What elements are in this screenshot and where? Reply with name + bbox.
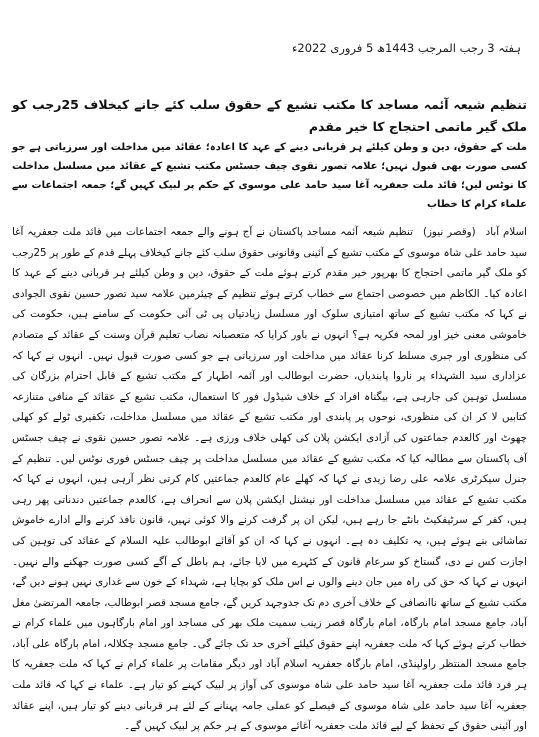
headline-main: تنظیم شیعہ آئمہ مساجد کا مکتب تشیع کے حقوق سلب کئے جانے کیخلاف 25رجب کو ملک گیر ماتمی احتجاج کا خیر مقدم <box>12 97 527 134</box>
news-headline <box>12 94 527 214</box>
issue-dateline: ہفتہ 3 رجب المرجب 1443ھ 5 فروری 2022ء <box>291 41 521 55</box>
article-text: تنظیم شیعہ آئمہ مساجد پاکستان نے آج ہونے والے جمعہ اجتماعات میں قائد ملت جعفریہ آغا سید حامد علی شاہ موسوی کے مکتب تشیع کے آئینی وقانونی حقوق سلب کئے جانے کیخلاف پہلے قدم کے طور پر 25رجب کو ملک گیر ماتمی احتجاج کا بھرپور خیر مقدم کرتے ہوئے ملت کے حقوق، دین و وطن کیلئے ہر قربانی دینے کے عہد کا اعادہ کیا۔ الکاظم میں خصوصی اجتماع سے خطاب کرتے ہوئے تنظیم کے چیئرمین علامہ سید تصور حسین نقوی الجوادی نے کہا کہ مکتب تشیع کے ساتھ امتیازی سلوک اور مسلسل زیادتیاں پی ٹی آئی حکومت کے سامنے ہیں، حکومت کی خاموشی معنی خیز اور لمحہ فکریہ ہے؟ انہوں نے باور کرایا کہ متعصبانہ نصاب تعلیم قرآن وسنت کے عقائد کے متصادم کی منظوری اور جبری مسلط کرنا عقائد میں مداخلت اور سرزیاتی ہے جو کسی صورت قبول نہیں۔ انہوں نے کہا کہ عزاداری سید الشہداء پر ناروا پابندیاں، حضرت ابوطالب اور آئمہ اطہار کے مکتب تشیع کے قابل احترام بزرگان کی مسلسل توہین کی جارہی ہے، بیگناہ افراد کے خلاف شیڈول فور کا استعمال، مکتب تشیع کے عقائد کے منافی متنازعہ کتابیں لا کر ان کی منظوری، نوحوں پر پابندی اور مکتب تشیع کے عقائد میں مسلسل مداخلت، تکفیری ٹولے کو کھلی چھوٹ اور کالعدم جماعتوں کی آزادی ایکشن پلان کی کھلی خلاف ورزی ہے۔ علامہ تصور حسین نقوی نے چیف جسٹس آف پاکستان سے مطالبہ کیا کہ مکتب تشیع کے عقائد میں مسلسل مداخلت پر چیف جسٹس فوری نوٹس لیں۔ تنظیم کے جنرل سیکرٹری علامہ علی رضا زیدی نے کہا کہ کھلے عام کالعدم جماعتیں کام کرتی نظر آرہی ہیں، انہوں نے کہا کہ مکتب تشیع کے عقائد میں مسلسل مداخلت اور نیشنل ایکشن پلان سے انحراف ہے، کالعدم جماعتیں دندناتی پھر رہی ہیں، کفر کے سرٹیفکیٹ بانٹے جا رہے ہیں، لیکن ان پر گرفت کرنے والا کوئی نہیں، قانون نافذ کرنے والے ادارے خاموش تماشائی بنے ہوئے ہیں، یہ تکلیف دہ ہے۔ انہوں نے کہا کہ ان کو آقائے ابوطالب علیہ السلام کے عقائد کی توہین کی اجازت کس نے دی، گستاخ کو سرعام قانون کے کٹہرے میں لایا جائے، ہم باطل کے آگے کسی صورت جھکنے والے نہیں۔ انہوں نے کہا کہ حق کی راہ میں جان دینے والوں نے اس ملک کو بچایا ہے، شہداء کے خون سے غداری نہیں ہونے دیں گے، مکتب تشیع کے ساتھ ناانصافی کے خلاف آخری دم تک جدوجہد کریں گے، جامع مسجد قصر ابوطالب، جامعہ المرتضیٰ مغل آباد، جامع مسجد امام بارگاہ، امام بارگاہ قصر زینب سمیت ملک بھر کی مساجد اور امام بارگاہوں میں علماء کرام نے خطاب کرتے ہوئے کہا کہ ملت جعفریہ اپنے حقوق کیلئے آخری حد تک جائے گی۔ جامع مسجد چکلالہ، امام بارگاہ علی آباد، جامع مسجد المنتظر راولپنڈی، امام بارگاہ جعفریہ اسلام آباد اور دیگر مقامات پر علماء کرام نے کہا کہ ملت جعفریہ کا ہر فرد قائد ملت جعفریہ آغا سید حامد علی شاہ موسوی کی آواز پر لبیک کہنے کو تیار ہے۔ علماء نے کہا کہ قائد ملت جعفریہ آغا سید حامد علی شاہ موسوی کے فیصلے کو عملی جامہ پہنانے کے لئے ہر قربانی دینے کو تیار ہیں، اپنے عقائد اور آئینی حقوق کے تحفظ کے لیے قائد ملت جعفریہ آغائے موسوی کے ہر حکم پر لبیک کہیں گے۔ <box>12 226 527 733</box>
article-place: اسلام آباد <box>485 226 527 238</box>
article-body <box>12 222 527 737</box>
headline-subheading: ملت کے حقوق، دین و وطن کیلئے ہر قربانی دینے کے عہد کا اعادہ؛ عقائد میں مداخلت اور سرزیاتی ہے جو کسی صورت بھی قبول نہیں؛ علامہ تصور نقوی چیف جسٹس مکتب تشیع کے عقائد میں مسلسل مداخلت کا نوٹس لیں؛ قائد ملت جعفریہ آغا سید حامد علی موسوی کے حکم پر لبیک کہیں گے؛ جمعہ اجتماعات سے علماء کرام کا خطاب <box>12 142 527 210</box>
news-agency: (وقصر نیوز) <box>422 226 476 238</box>
